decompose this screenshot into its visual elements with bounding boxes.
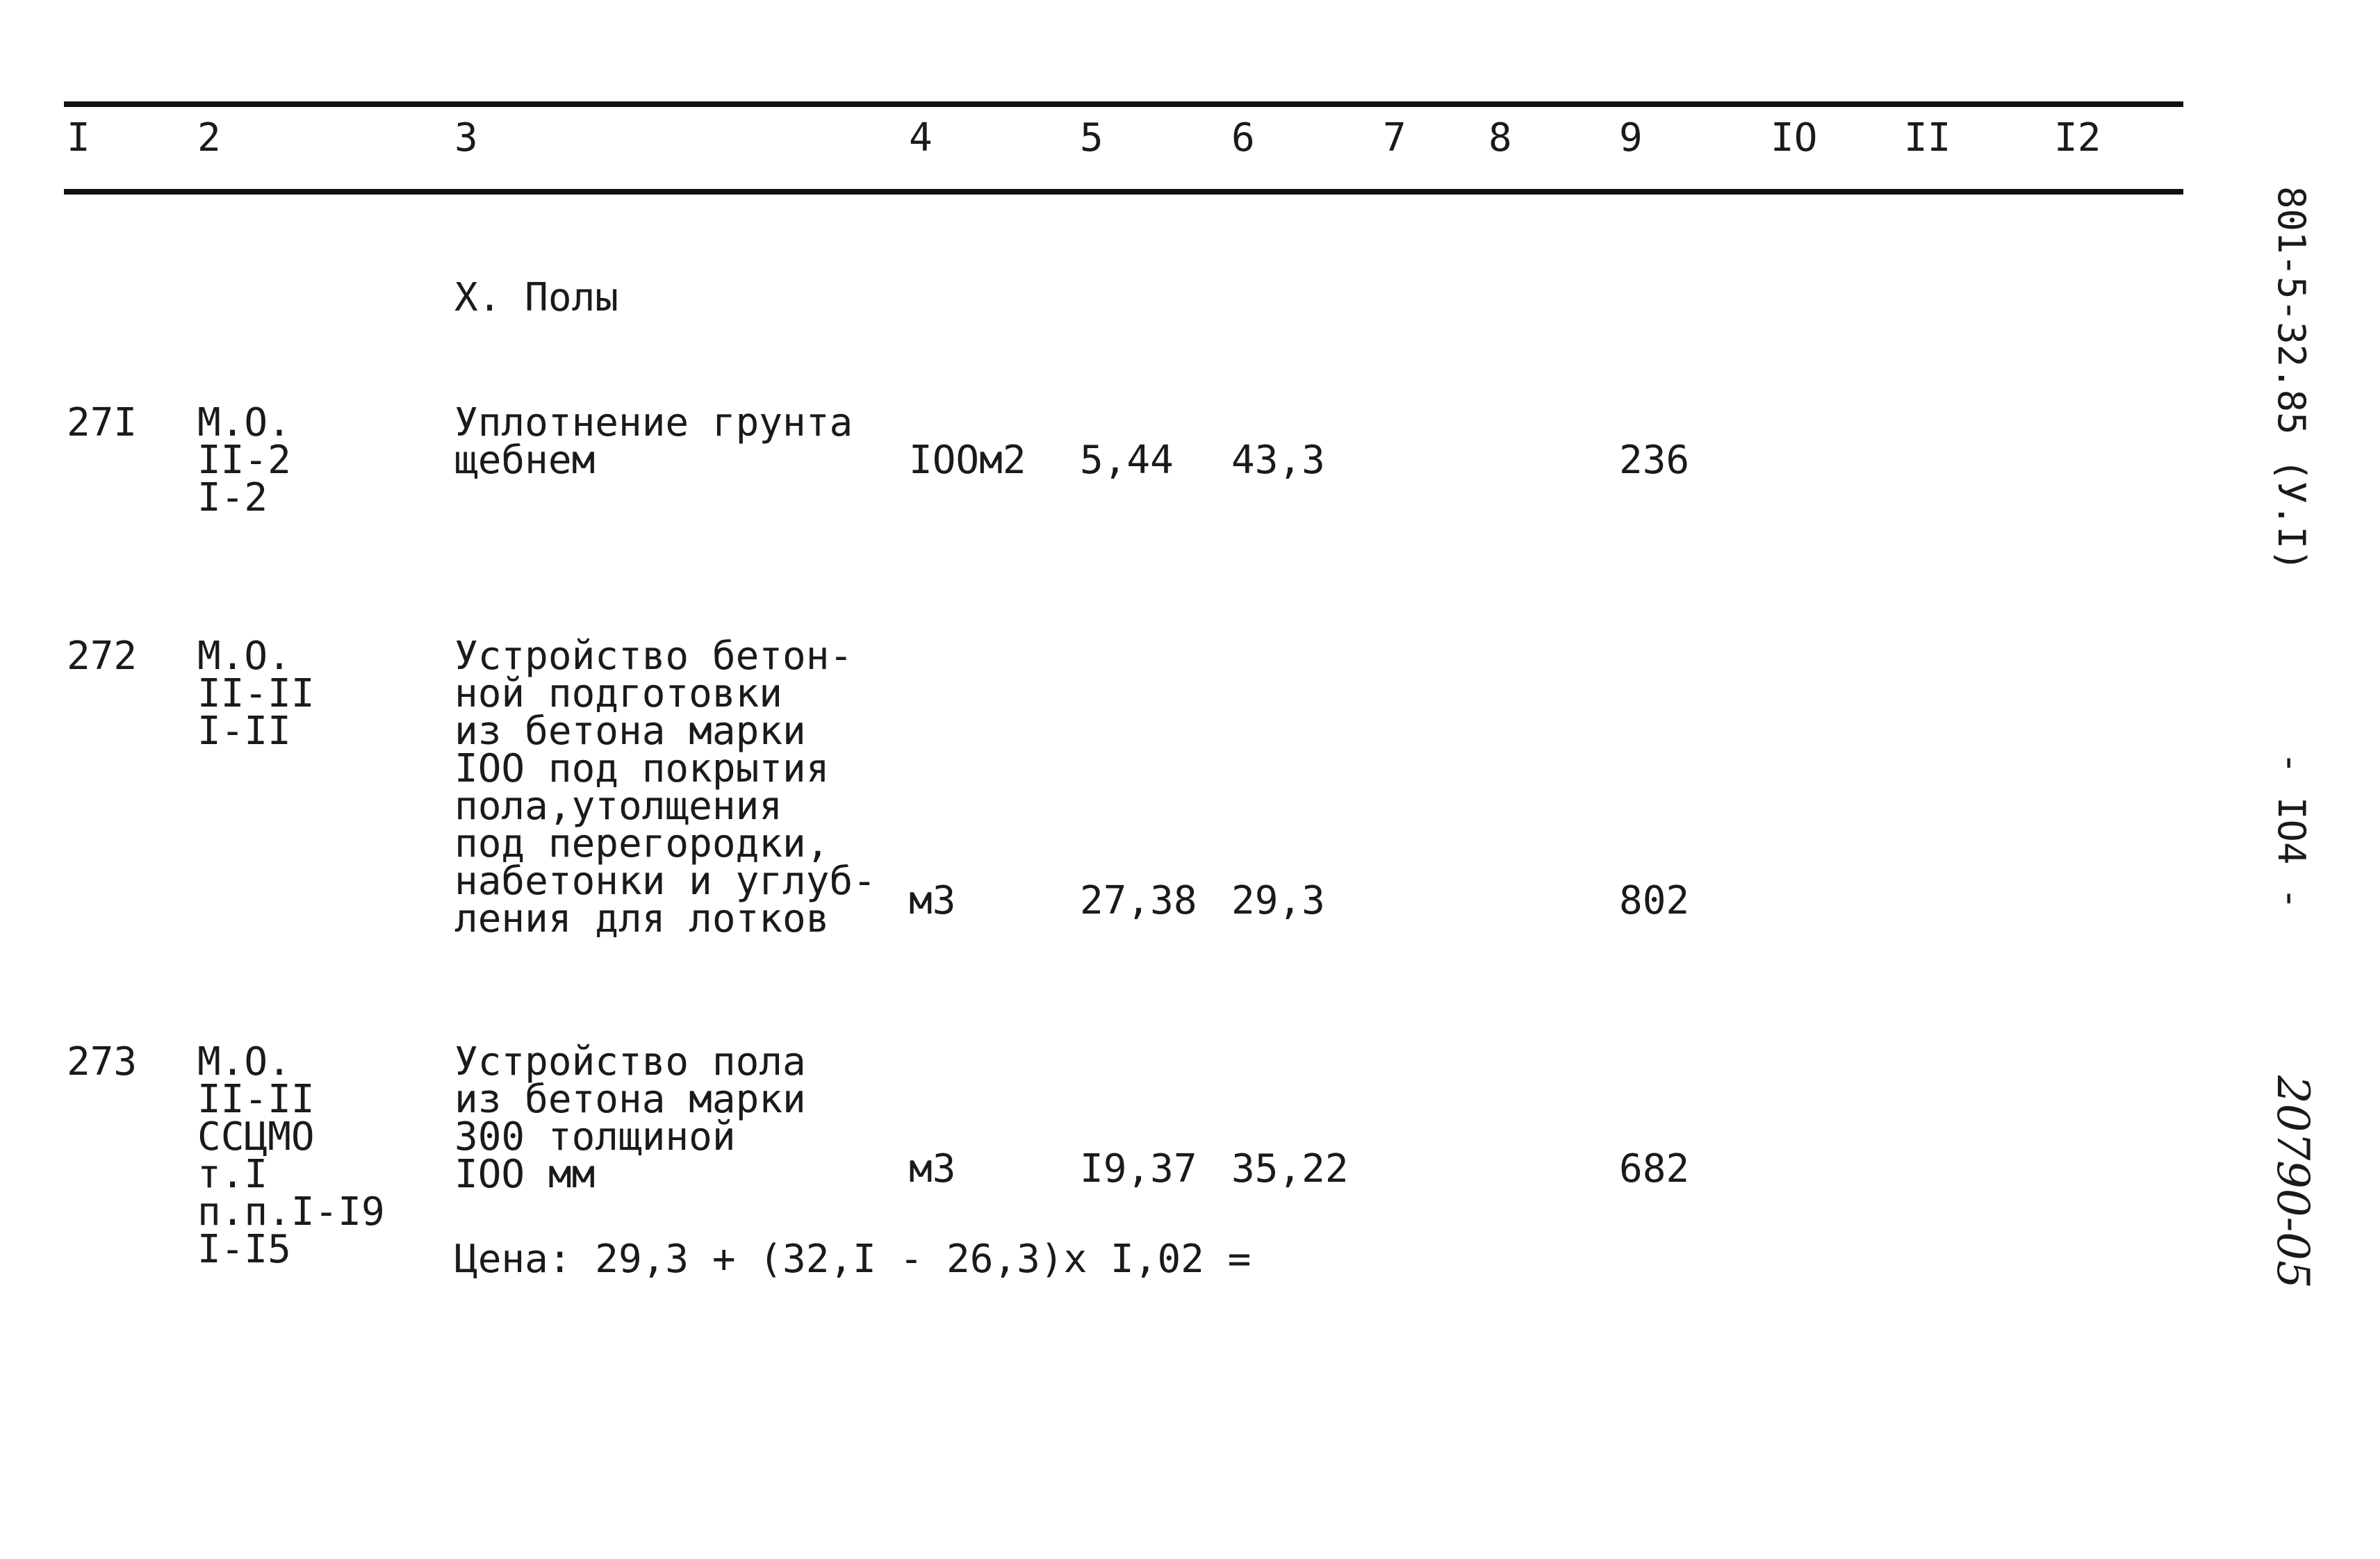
row-number: 272: [67, 634, 138, 679]
row-price: 43,3: [1231, 438, 1325, 483]
column-header-12: I2: [2054, 115, 2101, 160]
row-description: Уплотнение грунта щебнем: [454, 400, 853, 483]
column-header-5: 5: [1080, 115, 1103, 160]
header-bottom-rule: [64, 189, 2183, 195]
row-total: 236: [1619, 438, 1690, 483]
column-header-2: 2: [197, 115, 221, 160]
row-number: 27I: [67, 400, 138, 445]
row-price: 35,22: [1231, 1146, 1349, 1191]
row-quantity: 27,38: [1080, 878, 1197, 923]
row-quantity: I9,37: [1080, 1146, 1197, 1191]
row-total: 802: [1619, 878, 1690, 923]
row-code: М.О. II-II ССЦМО т.I п.п.I-I9 I-I5: [197, 1039, 385, 1272]
column-header-10: IO: [1771, 115, 1818, 160]
column-header-4: 4: [909, 115, 933, 160]
margin-inventory-number: 20790-05: [2267, 1075, 2318, 1289]
header-top-rule: [64, 101, 2183, 107]
row-code: М.О. II-II I-II: [197, 634, 315, 754]
price-formula-note: Цена: 29,3 + (32,I - 26,3)х I,02 =: [454, 1237, 1251, 1282]
section-title: X. Полы: [454, 275, 619, 320]
row-code: М.О. II-2 I-2: [197, 400, 291, 520]
column-header-6: 6: [1231, 115, 1255, 160]
row-unit: м3: [909, 1146, 956, 1191]
column-header-7: 7: [1383, 115, 1406, 160]
column-header-1: I: [67, 115, 90, 160]
column-header-8: 8: [1488, 115, 1512, 160]
row-total: 682: [1619, 1146, 1690, 1191]
row-description: Устройство пола из бетона марки 300 толщиной IOO мм: [454, 1039, 806, 1197]
row-quantity: 5,44: [1080, 438, 1174, 483]
margin-volume: (У.I): [2270, 459, 2313, 572]
margin-doc-code: 801-5-32.85: [2270, 186, 2313, 435]
margin-page-number: - IO4 -: [2270, 752, 2313, 910]
row-unit: IOOм2: [909, 438, 1026, 483]
column-header-11: II: [1904, 115, 1951, 160]
row-description: Устройство бетон- ной подготовки из бетона марки IOO под покрытия пола,утолщения под перегородки, набетонки и углуб- ления для лотков: [454, 634, 876, 941]
column-header-9: 9: [1619, 115, 1643, 160]
row-price: 29,3: [1231, 878, 1325, 923]
row-unit: м3: [909, 878, 956, 923]
row-number: 273: [67, 1039, 138, 1084]
column-header-3: 3: [454, 115, 478, 160]
